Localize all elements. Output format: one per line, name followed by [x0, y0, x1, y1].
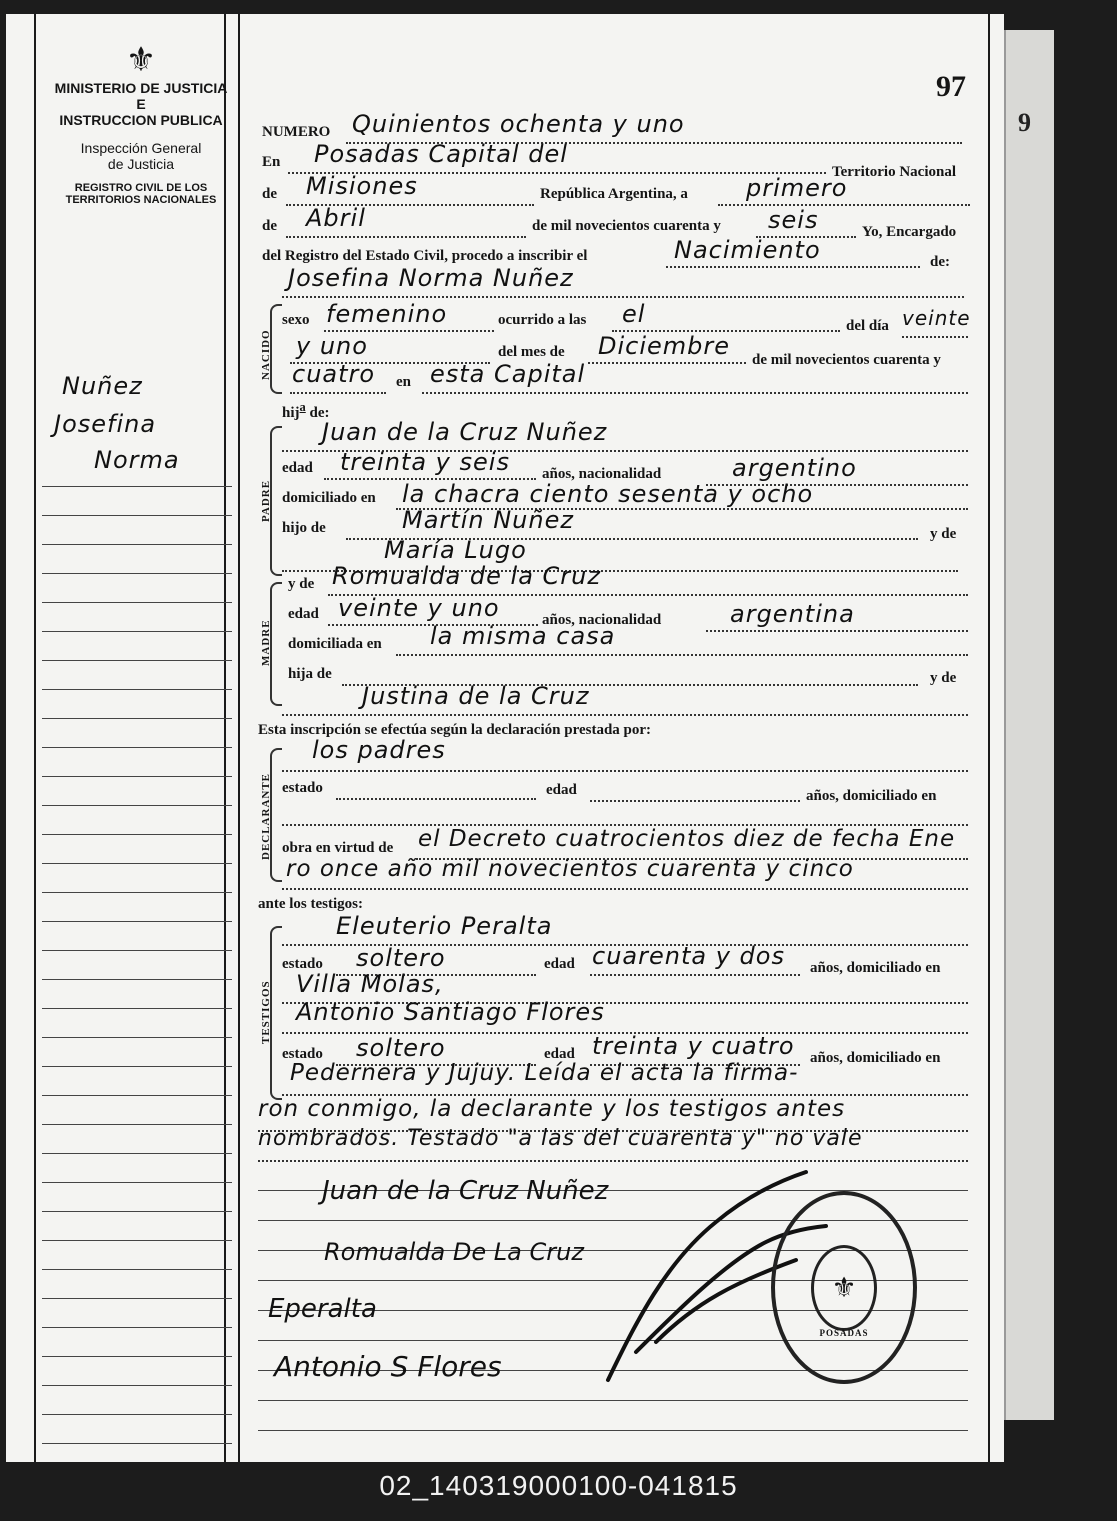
value-anio: seis	[768, 206, 819, 234]
label-madre-hija-de: hija de	[288, 666, 332, 682]
value-sexo: femenino	[326, 300, 448, 328]
margin-rule	[42, 544, 232, 545]
side-label-testigos: TESTIGOS	[260, 980, 272, 1044]
value-testigo2: Antonio Santiago Flores	[296, 998, 605, 1026]
margin-rule	[42, 660, 232, 661]
value-cierre-1: ron conmigo, la declarante y los testigos antes	[258, 1096, 846, 1122]
label-esta-inscripcion: Esta inscripción se efectúa según la declaración prestada por:	[258, 722, 652, 738]
value-t1-estado: soltero	[356, 944, 446, 972]
page-right-border	[988, 14, 990, 1462]
value-cierre-2: nombrados. Testado "a las del cuarenta y" no vale	[258, 1126, 863, 1151]
value-declarante: los padres	[312, 736, 446, 764]
value-padre-madre: María Lugo	[384, 536, 527, 564]
header-line-5: de Justicia	[107, 156, 175, 172]
header-line-1: MINISTERIO DE JUSTICIA	[54, 80, 228, 96]
label-madre-nac: años, nacionalidad	[542, 612, 662, 628]
coat-of-arms-icon: ⚜	[125, 41, 157, 79]
label-en-lugar: en	[396, 374, 411, 390]
value-padre-nombre: Juan de la Cruz Nuñez	[322, 418, 608, 446]
margin-border-left	[34, 14, 36, 1462]
label-t2-estado: estado	[282, 1046, 323, 1062]
label-territorio: Territorio Nacional	[832, 164, 957, 180]
margin-rule	[42, 834, 232, 835]
label-decl-estado: estado	[282, 780, 323, 796]
value-madre-edad: veinte y uno	[338, 594, 500, 622]
margin-rule	[42, 921, 232, 922]
label-yo: Yo, Encargado	[862, 224, 957, 240]
margin-firstname: Josefina	[54, 410, 157, 438]
margin-rule	[42, 515, 232, 516]
label-sexo: sexo	[282, 312, 310, 328]
margin-rule	[42, 1240, 232, 1241]
margin-border-right	[224, 14, 226, 1462]
margin-rule	[42, 1211, 232, 1212]
value-t2-estado: soltero	[356, 1034, 446, 1062]
header-line-7: TERRITORIOS NACIONALES	[65, 194, 217, 206]
margin-rule	[42, 1356, 232, 1357]
margin-rule	[42, 718, 232, 719]
header-line-2: E	[136, 96, 146, 112]
label-padre-hijo-de: hijo de	[282, 520, 326, 536]
header-line-3: INSTRUCCION PUBLICA	[59, 112, 223, 128]
header-line-6: REGISTRO CIVIL DE LOS	[74, 182, 208, 194]
fill-lugar	[422, 392, 968, 394]
label-t1-edad: edad	[544, 956, 575, 972]
margin-rule	[42, 950, 232, 951]
label-padre-dom: domiciliado en	[282, 490, 376, 506]
margin-rule	[42, 805, 232, 806]
margin-rule	[42, 747, 232, 748]
fill-anio-nac	[290, 392, 386, 394]
value-padre-edad: treinta y seis	[340, 448, 510, 476]
label-obra: obra en virtud de	[282, 840, 394, 856]
edge-page-number: 9	[1018, 108, 1031, 137]
value-testigo1: Eleuterio Peralta	[336, 912, 553, 940]
margin-middlename: Norma	[94, 446, 180, 474]
margin-rule	[42, 1443, 232, 1444]
value-mes-nac: Diciembre	[598, 332, 731, 360]
margin-rule	[42, 486, 232, 487]
signature-padre: Juan de la Cruz Nuñez	[322, 1176, 609, 1206]
label-en: En	[262, 154, 281, 170]
fill-declarante	[282, 770, 968, 772]
label-padre-edad: edad	[282, 460, 313, 476]
side-label-padre: PADRE	[260, 479, 272, 522]
label-ocurrido: ocurrido a las	[498, 312, 587, 328]
label-padre-y-de: y de	[930, 526, 957, 542]
ministry-header	[46, 40, 236, 206]
label-hijo-tail: de:	[309, 405, 330, 421]
margin-rule	[42, 1327, 232, 1328]
side-label-nacido: NACIDO	[260, 329, 272, 380]
value-t1-edad: cuarenta y dos	[592, 942, 785, 970]
label-madre-edad: edad	[288, 606, 319, 622]
label-decl-edad: edad	[546, 782, 577, 798]
body-rule	[258, 1400, 968, 1401]
label-madre-y-de: y de	[288, 576, 315, 592]
label-madre-y-de-2: y de	[930, 670, 957, 686]
register-page	[6, 14, 1004, 1462]
value-fecha: primero	[746, 174, 848, 202]
fill-nombre	[282, 296, 964, 298]
label-registro: del Registro del Estado Civil, procedo a inscribir el	[262, 248, 588, 264]
value-padre-hijo-de: Martín Nuñez	[402, 506, 574, 534]
fill-t1-edad	[590, 974, 800, 976]
label-t1-anos: años, domiciliado en	[810, 960, 941, 976]
value-t1-dom: Villa Molas,	[296, 970, 444, 998]
margin-rule	[42, 863, 232, 864]
margin-surname: Nuñez	[62, 372, 143, 400]
label-de-colon: de:	[930, 254, 950, 270]
label-numero: NUMERO	[262, 124, 331, 140]
margin-rule	[42, 1066, 232, 1067]
margin-rule	[42, 1124, 232, 1125]
official-stamp	[771, 1191, 917, 1384]
label-madre-dom: domiciliada en	[288, 636, 382, 652]
side-label-declarante: DECLARANTE	[260, 772, 272, 860]
fill-madre-dom	[396, 654, 968, 656]
value-anio-nac: cuatro	[292, 360, 376, 388]
side-label-madre: MADRE	[260, 619, 272, 666]
label-t1-estado: estado	[282, 956, 323, 972]
label-t2-anos: años, domiciliado en	[810, 1050, 941, 1066]
value-madre-nac: argentina	[730, 600, 855, 628]
margin-rule	[42, 631, 232, 632]
value-padre-dom: la chacra ciento sesenta y ocho	[402, 480, 814, 508]
fill-madre-madre	[282, 714, 968, 716]
value-territorio: Misiones	[306, 172, 418, 200]
margin-rule	[42, 1153, 232, 1154]
margin-rule	[42, 1298, 232, 1299]
signature-madre: Romualda De La Cruz	[324, 1238, 584, 1266]
value-madre-nombre: Romualda de la Cruz	[332, 562, 601, 590]
value-t2-edad: treinta y cuatro	[592, 1032, 795, 1060]
fill-mes	[286, 236, 526, 238]
fill-mes-nac	[588, 362, 746, 364]
margin-rule	[42, 1037, 232, 1038]
fill-obra-2	[282, 888, 968, 890]
body-border	[238, 14, 240, 1462]
fill-dia	[902, 336, 968, 338]
fill-decl-edad	[590, 800, 800, 802]
fill-fecha	[718, 204, 970, 206]
margin-rule	[42, 776, 232, 777]
label-del-mes: del mes de	[498, 344, 565, 360]
image-caption: 02_140319000100-041815	[379, 1470, 738, 1501]
signature-testigo2: Antonio S Flores	[274, 1350, 502, 1383]
margin-rule	[42, 1385, 232, 1386]
label-t2-edad: edad	[544, 1046, 575, 1062]
value-dia2: y uno	[296, 332, 368, 360]
fill-madre-nac	[706, 630, 968, 632]
value-mes: Abril	[306, 204, 366, 232]
value-madre-dom: la misma casa	[430, 622, 616, 650]
value-nombre: Josefina Norma Nuñez	[288, 264, 574, 292]
value-padre-nac: argentino	[732, 454, 857, 482]
margin-rule	[42, 689, 232, 690]
value-t2-dom: Pedernera y Jujuy. Leída el acta la firma-	[290, 1060, 799, 1086]
value-obra-2: ro once año mil novecientos cuarenta y cinco	[286, 856, 854, 882]
margin-rule	[42, 602, 232, 603]
label-republica: República Argentina, a	[540, 186, 688, 202]
value-madre-madre: Justina de la Cruz	[362, 682, 590, 710]
value-en: Posadas Capital del	[314, 140, 568, 168]
label-padre-nac: años, nacionalidad	[542, 466, 662, 482]
margin-rule	[42, 1269, 232, 1270]
margin-rule	[42, 1095, 232, 1096]
signature-testigo1: Eperalta	[268, 1294, 377, 1324]
margin-rule	[42, 979, 232, 980]
value-acto: Nacimiento	[674, 236, 821, 264]
label-decl-anos: años, domiciliado en	[806, 788, 937, 804]
fill-acto	[666, 266, 920, 268]
label-de-mil-y: de mil novecientos cuarenta y	[752, 352, 941, 368]
value-numero: Quinientos ochenta y uno	[352, 110, 685, 138]
margin-rule	[42, 1414, 232, 1415]
page-number: 97	[936, 70, 966, 103]
value-lugar: esta Capital	[430, 360, 586, 388]
label-de-mes: de	[262, 218, 277, 234]
label-ante-testigos: ante los testigos:	[258, 896, 363, 912]
label-del-dia: del día	[846, 318, 889, 334]
margin-rule	[42, 1008, 232, 1009]
stamp-text: POSADAS	[819, 1328, 869, 1338]
body-rule	[258, 1430, 968, 1431]
margin-rule	[42, 892, 232, 893]
label-hijo-sup: a	[299, 400, 306, 414]
label-hijo-stem: hij	[282, 405, 300, 421]
margin-rule	[42, 1182, 232, 1183]
label-de-mil: de mil novecientos cuarenta y	[532, 218, 721, 234]
value-obra-1: el Decreto cuatrocientos diez de fecha Ene	[418, 826, 956, 852]
header-line-4: Inspección General	[80, 140, 202, 156]
stamp-emblem-icon: ⚜	[811, 1245, 877, 1331]
label-de: de	[262, 186, 277, 202]
margin-rule	[42, 573, 232, 574]
value-dia: veinte	[902, 306, 971, 330]
value-hora: el	[622, 300, 646, 328]
fill-decl-estado	[336, 798, 536, 800]
next-page-edge	[1004, 30, 1054, 1420]
